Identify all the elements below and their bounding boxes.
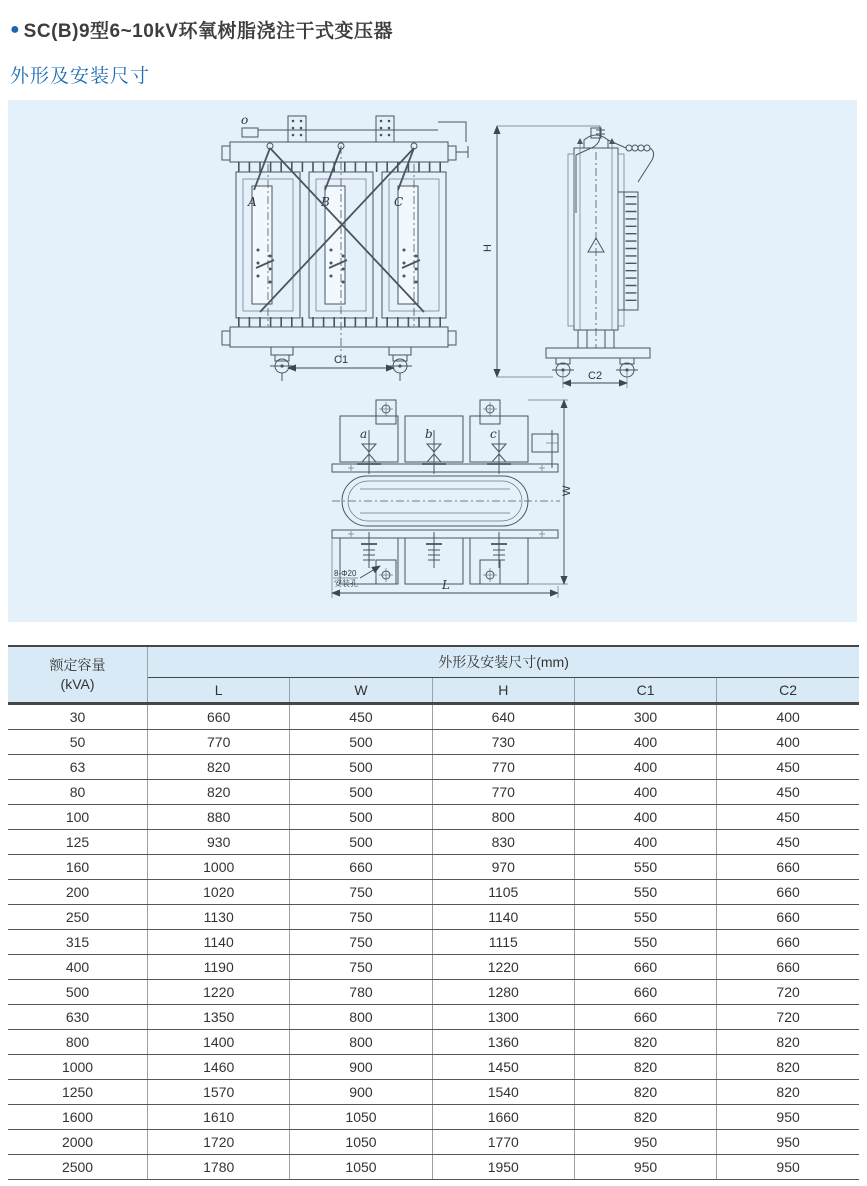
dimension-cell: 300 <box>574 704 716 730</box>
capacity-cell: 400 <box>8 955 148 980</box>
dimension-cell: 800 <box>432 805 574 830</box>
capacity-cell: 2000 <box>8 1130 148 1155</box>
dimension-cell: 1300 <box>432 1005 574 1030</box>
dimension-cell: 500 <box>290 755 432 780</box>
dimension-c1 <box>288 354 394 368</box>
dimension-cell: 550 <box>574 855 716 880</box>
dimension-cell: 820 <box>574 1030 716 1055</box>
dimension-cell: 660 <box>290 855 432 880</box>
dimensions-group-header: 外形及安装尺寸(mm) <box>148 646 859 678</box>
coil-phase-a <box>236 164 300 326</box>
table-row <box>8 905 859 930</box>
dimension-cell: 660 <box>574 980 716 1005</box>
dimension-cell: 750 <box>290 930 432 955</box>
dimension-cell: 660 <box>574 955 716 980</box>
dimension-cell: 770 <box>432 780 574 805</box>
dimension-cell: 660 <box>148 704 290 730</box>
dimension-cell: 1460 <box>148 1055 290 1080</box>
dimension-cell: 1660 <box>432 1105 574 1130</box>
document-header <box>10 16 850 88</box>
capacity-cell: 80 <box>8 780 148 805</box>
dimension-cell: 1140 <box>432 905 574 930</box>
dimension-cell: 450 <box>717 780 859 805</box>
dimension-cell: 660 <box>574 1005 716 1030</box>
capacity-cell: 200 <box>8 880 148 905</box>
dimension-cell: 1105 <box>432 880 574 905</box>
dimension-cell: 820 <box>574 1080 716 1105</box>
coil-phase-b <box>309 146 373 362</box>
dimension-cell: 1190 <box>148 955 290 980</box>
capacity-cell: 1250 <box>8 1080 148 1105</box>
dimension-cell: 1220 <box>148 980 290 1005</box>
dimension-cell: 400 <box>574 730 716 755</box>
dimension-cell: 550 <box>574 880 716 905</box>
dim-label-l: L <box>442 578 450 592</box>
capacity-cell: 50 <box>8 730 148 755</box>
dimension-cell: 820 <box>574 1055 716 1080</box>
dimension-w <box>528 400 573 584</box>
page-title: SC(B)9型6~10kV环氧树脂浇注干式变压器 <box>23 21 394 42</box>
dimension-cell: 720 <box>717 980 859 1005</box>
dimension-cell: 1540 <box>432 1080 574 1105</box>
dimension-h <box>482 126 600 377</box>
dimension-cell: 400 <box>574 805 716 830</box>
dimension-cell: 1350 <box>148 1005 290 1030</box>
table-row <box>8 855 859 880</box>
dimension-l <box>332 538 558 598</box>
dimension-cell: 1280 <box>432 980 574 1005</box>
capacity-cell: 1600 <box>8 1105 148 1130</box>
capacity-column-header <box>8 646 148 704</box>
hv-terminal-b <box>422 427 446 474</box>
dimension-cell: 950 <box>574 1130 716 1155</box>
dimension-cell: 450 <box>717 755 859 780</box>
dimension-cell: 1220 <box>432 955 574 980</box>
dimension-c2 <box>563 370 627 388</box>
table-row <box>8 704 859 730</box>
mounting-hole-note <box>333 566 380 588</box>
note-line2: 安装孔 <box>334 579 358 588</box>
dimension-cell: 820 <box>717 1055 859 1080</box>
dimension-cell: 820 <box>148 755 290 780</box>
dimension-cell: 1570 <box>148 1080 290 1105</box>
capacity-cell: 30 <box>8 704 148 730</box>
terminal-label-b: b <box>425 427 433 441</box>
dimension-cell: 1050 <box>290 1105 432 1130</box>
table-row <box>8 755 859 780</box>
phase-label-c: C <box>394 195 404 209</box>
dimension-cell: 720 <box>717 1005 859 1030</box>
dimension-cell: 900 <box>290 1055 432 1080</box>
table-row <box>8 1005 859 1030</box>
table-row <box>8 1055 859 1080</box>
dimension-cell: 1400 <box>148 1030 290 1055</box>
table-row <box>8 730 859 755</box>
terminal-label-a: a <box>360 427 368 441</box>
table-row <box>8 1080 859 1105</box>
capacity-header-line2: (kVA) <box>60 675 95 692</box>
front-roller-right <box>388 347 412 381</box>
dimension-cell: 660 <box>717 905 859 930</box>
column-header-h: H <box>432 678 574 704</box>
top-view-drawing <box>332 400 573 598</box>
dimension-cell: 780 <box>290 980 432 1005</box>
hv-terminal-stack-left <box>288 116 306 142</box>
dimensions-table-body <box>8 704 859 1180</box>
dimension-cell: 770 <box>432 755 574 780</box>
dimension-cell: 900 <box>290 1080 432 1105</box>
dimension-cell: 1720 <box>148 1130 290 1155</box>
terminal-label-c: c <box>490 427 497 441</box>
dimension-cell: 1140 <box>148 930 290 955</box>
dimension-cell: 970 <box>432 855 574 880</box>
capacity-cell: 2500 <box>8 1155 148 1180</box>
capacity-cell: 800 <box>8 1030 148 1055</box>
dimension-cell: 1780 <box>148 1155 290 1180</box>
dimension-cell: 400 <box>574 755 716 780</box>
table-row <box>8 980 859 1005</box>
dimension-cell: 1050 <box>290 1130 432 1155</box>
dimension-cell: 1130 <box>148 905 290 930</box>
dimension-cell: 950 <box>717 1130 859 1155</box>
dimension-cell: 1770 <box>432 1130 574 1155</box>
phase-label-b: B <box>321 195 330 209</box>
column-header-w: W <box>290 678 432 704</box>
table-row <box>8 1155 859 1180</box>
dimension-cell: 1950 <box>432 1155 574 1180</box>
front-roller-left <box>270 347 294 381</box>
dimension-cell: 500 <box>290 805 432 830</box>
dimension-cell: 450 <box>717 830 859 855</box>
bullet-icon: ● <box>10 20 20 38</box>
dimension-cell: 660 <box>717 855 859 880</box>
dimension-cell: 800 <box>290 1030 432 1055</box>
front-label-o: o <box>241 113 249 127</box>
table-row <box>8 930 859 955</box>
dimension-cell: 500 <box>290 780 432 805</box>
table-row <box>8 880 859 905</box>
dimension-cell: 660 <box>717 880 859 905</box>
dimension-cell: 770 <box>148 730 290 755</box>
dimension-cell: 640 <box>432 704 574 730</box>
dimension-cell: 660 <box>717 930 859 955</box>
capacity-cell: 125 <box>8 830 148 855</box>
table-row <box>8 955 859 980</box>
note-line1: 8-Φ20 <box>334 569 357 578</box>
dimension-cell: 1610 <box>148 1105 290 1130</box>
column-header-c1: C1 <box>574 678 716 704</box>
dim-label-w: W <box>561 485 573 496</box>
dim-label-c1: C1 <box>334 354 349 366</box>
dimension-cell: 950 <box>574 1155 716 1180</box>
column-header-l: L <box>148 678 290 704</box>
hv-terminal-stack-right <box>376 116 394 142</box>
dimensions-table <box>8 645 859 1180</box>
capacity-cell: 630 <box>8 1005 148 1030</box>
dimension-cell: 500 <box>290 830 432 855</box>
dimension-cell: 750 <box>290 955 432 980</box>
capacity-cell: 100 <box>8 805 148 830</box>
dimension-cell: 1450 <box>432 1055 574 1080</box>
capacity-cell: 1000 <box>8 1055 148 1080</box>
table-row <box>8 1105 859 1130</box>
dimension-cell: 500 <box>290 730 432 755</box>
dimension-cell: 550 <box>574 930 716 955</box>
mounting-plates <box>376 400 500 584</box>
dimension-cell: 660 <box>717 955 859 980</box>
dimension-cell: 930 <box>148 830 290 855</box>
drawing-panel <box>8 100 857 622</box>
capacity-cell: 160 <box>8 855 148 880</box>
dimension-cell: 1000 <box>148 855 290 880</box>
table-row <box>8 830 859 855</box>
side-view-drawing <box>482 126 654 388</box>
transformer-dimension-drawing <box>8 100 857 622</box>
dimension-cell: 950 <box>717 1155 859 1180</box>
dimension-cell: 400 <box>574 780 716 805</box>
dimension-cell: 750 <box>290 905 432 930</box>
front-view-drawing <box>222 113 468 381</box>
dimension-cell: 400 <box>717 704 859 730</box>
dimension-cell: 400 <box>717 730 859 755</box>
phase-label-a: A <box>248 195 257 209</box>
table-row <box>8 780 859 805</box>
capacity-cell: 250 <box>8 905 148 930</box>
dimension-cell: 830 <box>432 830 574 855</box>
dimension-cell: 820 <box>148 780 290 805</box>
dimension-cell: 450 <box>717 805 859 830</box>
dimension-cell: 1050 <box>290 1155 432 1180</box>
capacity-cell: 315 <box>8 930 148 955</box>
hv-terminal-c <box>487 427 511 474</box>
dimension-cell: 1020 <box>148 880 290 905</box>
table-row <box>8 805 859 830</box>
dimension-cell: 800 <box>290 1005 432 1030</box>
dim-label-h: H <box>482 244 494 252</box>
dimension-cell: 400 <box>574 830 716 855</box>
capacity-cell: 500 <box>8 980 148 1005</box>
dimension-cell: 750 <box>290 880 432 905</box>
dimension-cell: 1115 <box>432 930 574 955</box>
dimension-cell: 1360 <box>432 1030 574 1055</box>
dimension-cell: 820 <box>717 1030 859 1055</box>
dimension-cell: 550 <box>574 905 716 930</box>
table-row <box>8 1130 859 1155</box>
dimension-cell: 820 <box>717 1080 859 1105</box>
dimension-cell: 450 <box>290 704 432 730</box>
hv-terminal-a <box>357 427 381 474</box>
dimension-cell: 820 <box>574 1105 716 1130</box>
dimension-cell: 950 <box>717 1105 859 1130</box>
dim-label-c2: C2 <box>588 370 603 382</box>
section-subtitle: 外形及安装尺寸 <box>10 66 151 87</box>
dimension-cell: 730 <box>432 730 574 755</box>
table-row <box>8 1030 859 1055</box>
dimension-cell: 880 <box>148 805 290 830</box>
lv-terminals <box>361 532 507 568</box>
column-header-c2: C2 <box>717 678 859 704</box>
capacity-header-line1: 额定容量 <box>49 656 106 673</box>
capacity-cell: 63 <box>8 755 148 780</box>
